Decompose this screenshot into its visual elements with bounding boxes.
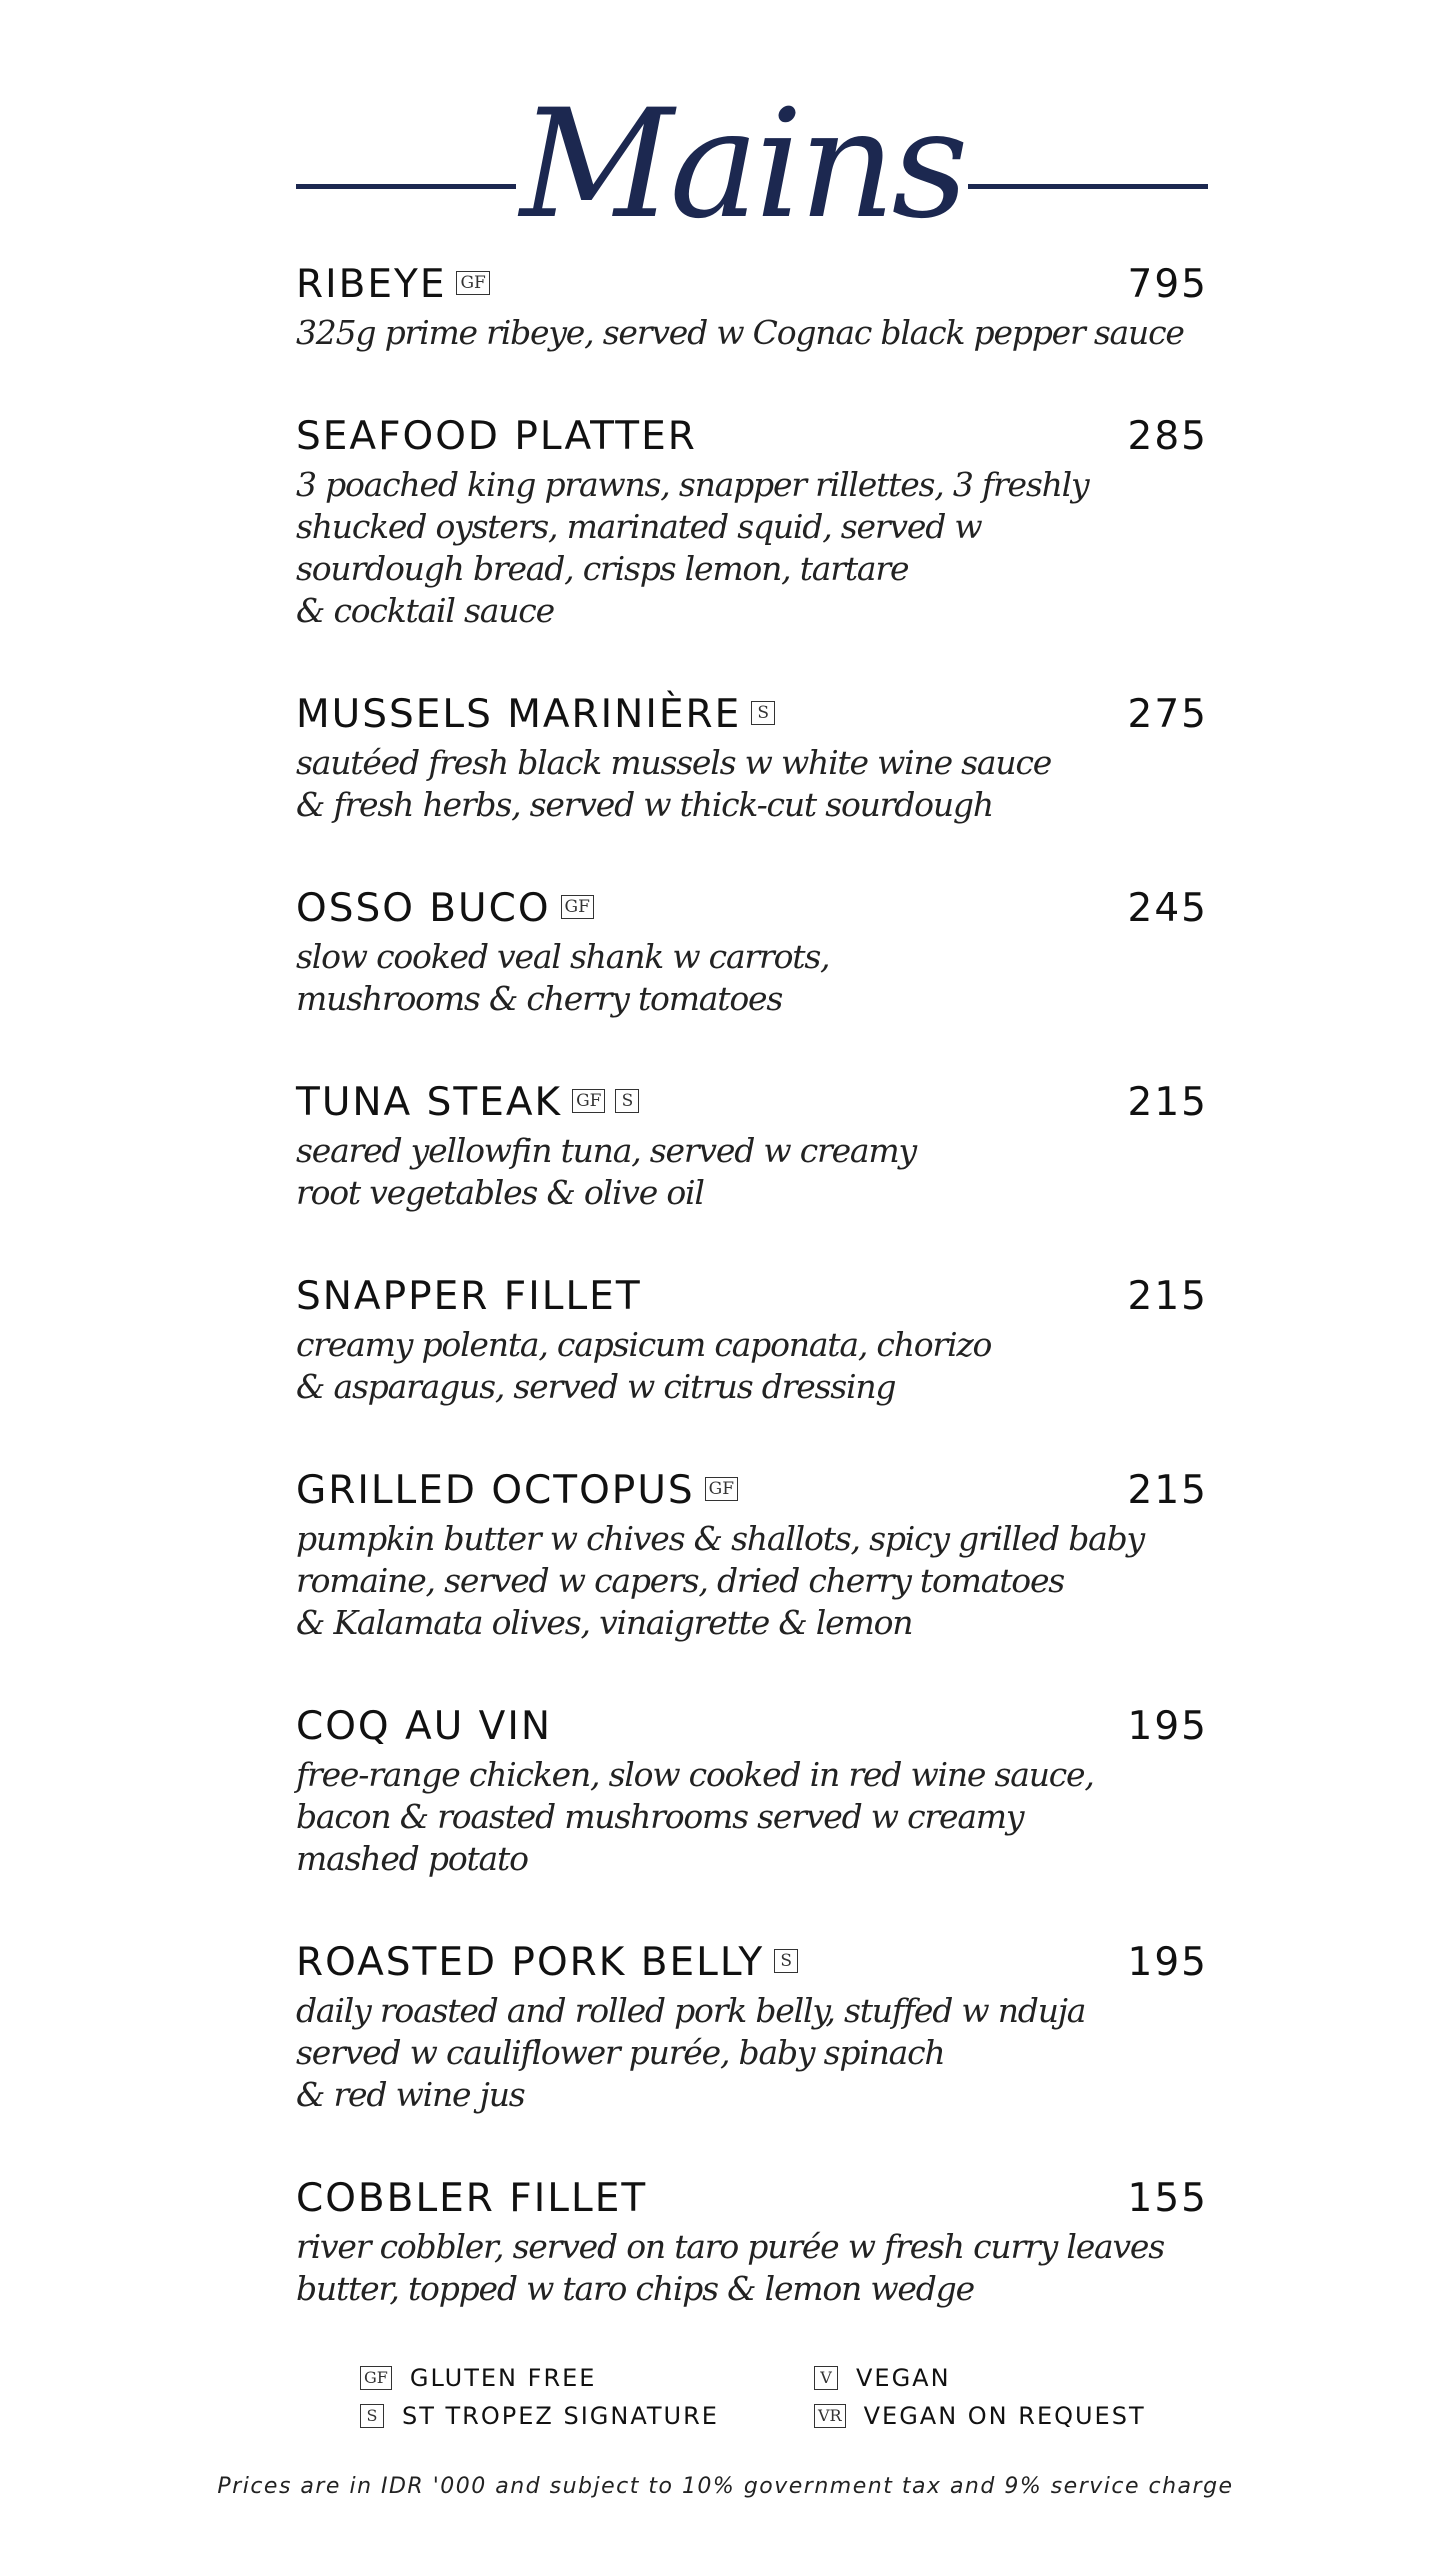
legend-tag: VR: [814, 2404, 846, 2428]
menu-item-price: 215: [1127, 1468, 1208, 1513]
legend-item-gluten-free: [360, 2364, 596, 2398]
menu-item-name: MUSSELS MARINIÈRE: [296, 692, 742, 737]
menu-item-price: 195: [1127, 1704, 1208, 1749]
menu-item-header: [296, 1700, 1208, 1754]
header-rule-left: [296, 184, 516, 189]
menu-item-name: SEAFOOD PLATTER: [296, 414, 697, 459]
menu-item-header: [296, 1076, 1208, 1130]
menu-item-price: 215: [1127, 1080, 1208, 1125]
menu-item-header: [296, 1270, 1208, 1324]
menu-item: [296, 688, 1208, 826]
menu-items-list: [296, 258, 1208, 2366]
menu-header: [0, 70, 1451, 260]
menu-item-header: [296, 882, 1208, 936]
menu-item-price: 275: [1127, 692, 1208, 737]
menu-item-name: TUNA STEAK: [296, 1080, 563, 1125]
header-rule-right: [968, 184, 1208, 189]
legend: [360, 2364, 1160, 2444]
menu-item-header: [296, 410, 1208, 464]
menu-item-description: river cobbler, served on taro purée w fresh curry leaves butter, topped w taro chips & lemon wedge: [296, 2227, 1164, 2308]
legend-label: VEGAN ON REQUEST: [863, 2402, 1146, 2430]
menu-item-description: pumpkin butter w chives & shallots, spicy grilled baby romaine, served w capers, dried cherry tomatoes & Kalamata olives, vinaigrette & lemon: [296, 1519, 1144, 1642]
menu-item-price: 155: [1127, 2176, 1208, 2221]
legend-tag: S: [360, 2404, 384, 2428]
menu-item: [296, 1076, 1208, 1214]
menu-item-description: sautéed fresh black mussels w white wine sauce & fresh herbs, served w thick-cut sourdough: [296, 743, 1052, 824]
menu-item-description: seared yellowfin tuna, served w creamy root vegetables & olive oil: [296, 1131, 916, 1212]
dietary-tag: GF: [561, 895, 594, 919]
legend-item-vegan: [814, 2364, 951, 2398]
menu-item-header: [296, 2172, 1208, 2226]
menu-item: [296, 2172, 1208, 2310]
legend-label: GLUTEN FREE: [409, 2364, 597, 2392]
menu-item-price: 285: [1127, 414, 1208, 459]
dietary-tag: GF: [572, 1089, 605, 1113]
menu-item: [296, 1936, 1208, 2116]
menu-item-price: 215: [1127, 1274, 1208, 1319]
menu-item: [296, 258, 1208, 354]
menu-item-price: 195: [1127, 1940, 1208, 1985]
legend-item-signature: [360, 2402, 719, 2436]
menu-item: [296, 410, 1208, 632]
menu-item-description: free-range chicken, slow cooked in red wine sauce, bacon & roasted mushrooms served w creamy mashed potato: [296, 1755, 1094, 1878]
menu-item-name: GRILLED OCTOPUS: [296, 1468, 695, 1513]
dietary-tag: S: [774, 1949, 798, 1973]
menu-item-description: 3 poached king prawns, snapper rillettes, 3 freshly shucked oysters, marinated squid, served w sourdough bread, crisps lemon, tartare & cocktail sauce: [296, 465, 1089, 630]
menu-item-description: 325g prime ribeye, served w Cognac black pepper sauce: [296, 313, 1184, 352]
legend-item-vegan-on-request: [814, 2402, 1146, 2436]
legend-tag: GF: [360, 2366, 392, 2390]
menu-item-price: 795: [1127, 262, 1208, 307]
menu-item-header: [296, 1464, 1208, 1518]
menu-item-price: 245: [1127, 886, 1208, 931]
menu-item-name: COBBLER FILLET: [296, 2176, 648, 2221]
menu-item: [296, 1464, 1208, 1644]
menu-item-header: [296, 688, 1208, 742]
legend-tag: V: [814, 2366, 838, 2390]
dietary-tag: S: [751, 701, 775, 725]
menu-item: [296, 882, 1208, 1020]
page-title: Mains: [520, 78, 965, 252]
legend-label: ST TROPEZ SIGNATURE: [402, 2402, 719, 2430]
menu-item-description: creamy polenta, capsicum caponata, chorizo & asparagus, served w citrus dressing: [296, 1325, 992, 1406]
menu-item-description: slow cooked veal shank w carrots, mushrooms & cherry tomatoes: [296, 937, 830, 1018]
dietary-tag: S: [615, 1089, 639, 1113]
menu-item-description: daily roasted and rolled pork belly, stuffed w nduja served w cauliflower purée, baby spinach & red wine jus: [296, 1991, 1086, 2114]
menu-item-name: ROASTED PORK BELLY: [296, 1940, 765, 1985]
menu-item-name: RIBEYE: [296, 262, 447, 307]
menu-item-header: [296, 258, 1208, 312]
menu-item-name: COQ AU VIN: [296, 1704, 552, 1749]
dietary-tag: GF: [456, 271, 489, 295]
price-footnote: Prices are in IDR '000 and subject to 10% government tax and 9% service charge: [217, 2474, 1234, 2499]
legend-label: VEGAN: [856, 2364, 951, 2392]
menu-item-header: [296, 1936, 1208, 1990]
dietary-tag: GF: [705, 1477, 738, 1501]
menu-item-name: SNAPPER FILLET: [296, 1274, 642, 1319]
menu-item: [296, 1700, 1208, 1880]
menu-item: [296, 1270, 1208, 1408]
menu-item-name: OSSO BUCO: [296, 886, 551, 931]
